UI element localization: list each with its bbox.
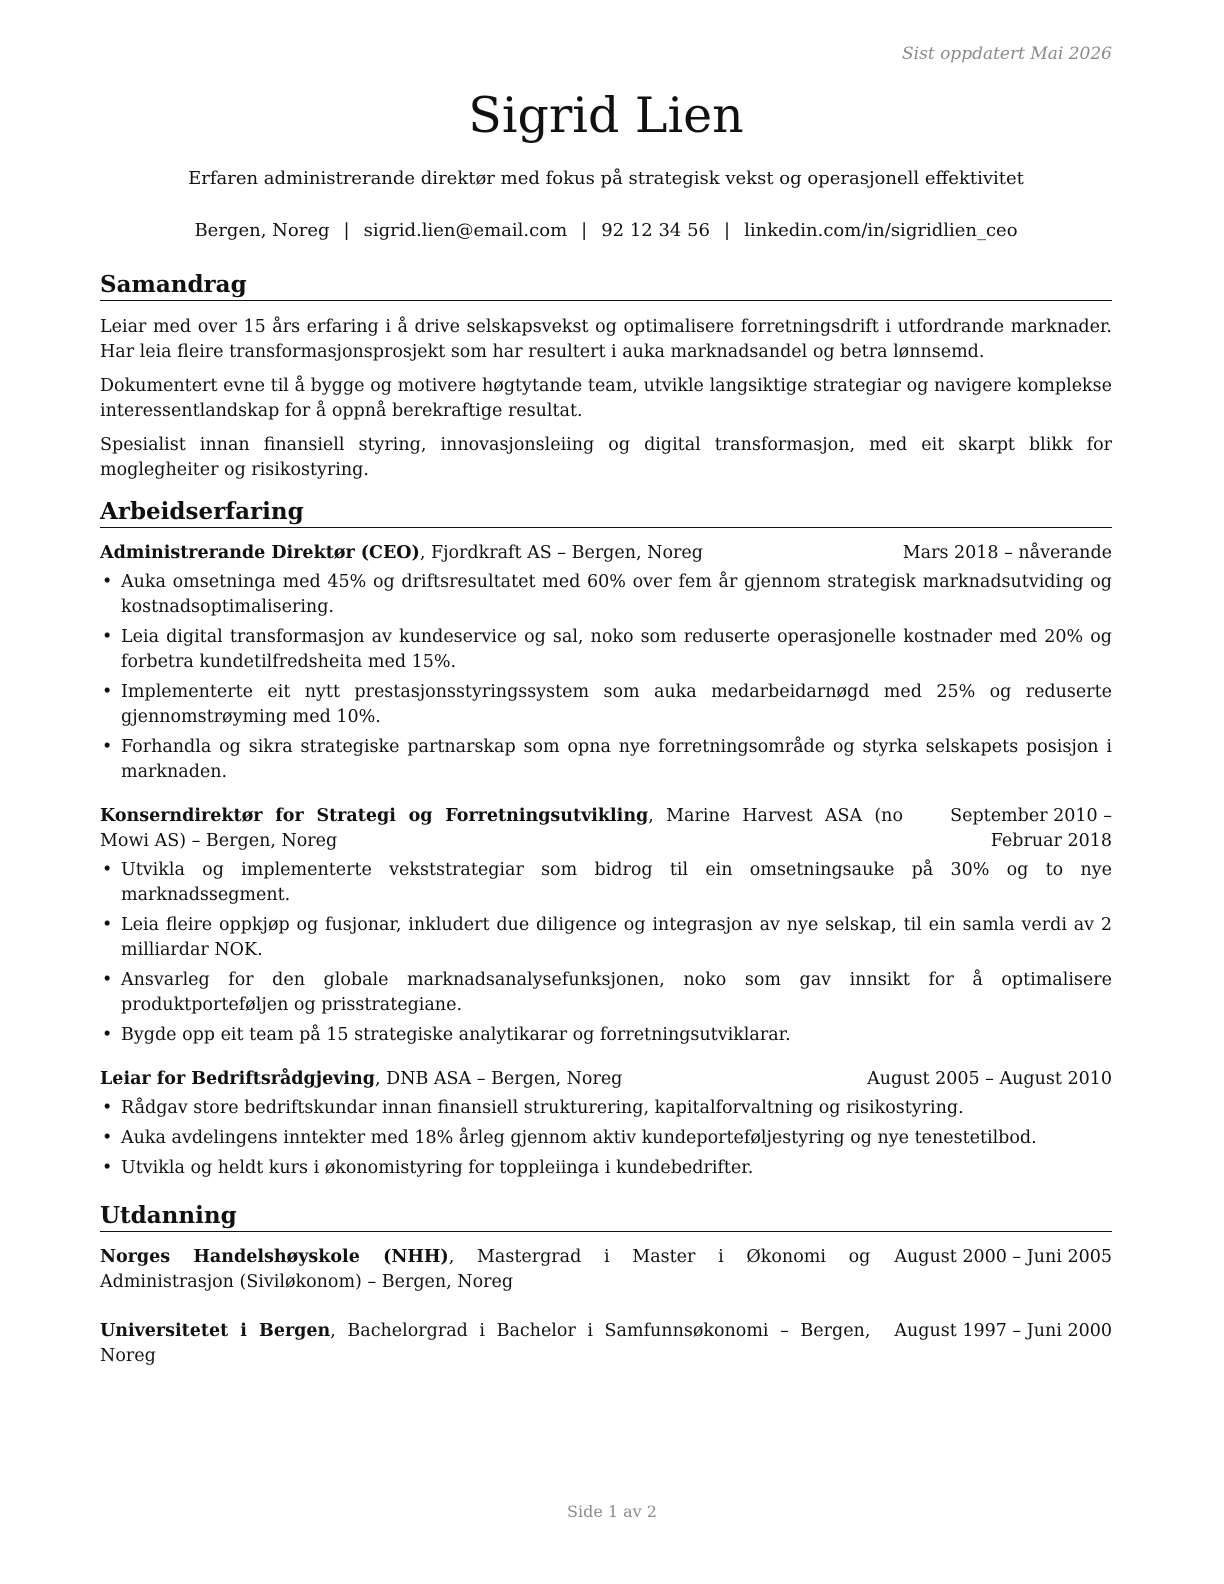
- job-org: , DNB ASA – Bergen, Noreg: [375, 1069, 623, 1089]
- bullet-dot: •: [102, 1025, 113, 1045]
- list-item: • Auka omsetninga med 45% og driftsresultatet med 60% over fem år gjennom strategisk marknadsutviding og kostnadsoptimalisering.: [102, 572, 1112, 617]
- bullet-dot: •: [102, 572, 113, 592]
- list-item: • Auka avdelingens inntekter med 18% årleg gjennom aktiv kundeporteføljestyring og nye tenestetilbod.: [100, 1126, 1112, 1151]
- bullet-dot: •: [102, 682, 113, 702]
- contact-separator: |: [581, 220, 588, 241]
- list-item: • Forhandla og sikra strategiske partnarskap som opna nye forretningsområde og styrka selskapets posisjon i marknaden.: [102, 737, 1112, 782]
- bullet-dot: •: [102, 1128, 113, 1148]
- job-role: Leiar for Bedriftsrådgjeving: [100, 1069, 376, 1089]
- school-name: Norges Handelshøyskole (NHH): [100, 1247, 449, 1267]
- job-header: [100, 1067, 1112, 1092]
- bullet-dot: •: [102, 915, 113, 935]
- list-item: • Leia digital transformasjon av kundeservice og sal, noko som reduserte operasjonelle kostnader med 20% og forbetra kundetilfredsheita med 15%.: [102, 627, 1112, 672]
- bullet-dot: •: [102, 860, 113, 880]
- job-bullets: [100, 858, 1112, 1048]
- list-item: • Leia fleire oppkjøp og fusjonar, inkludert due diligence og integrasjon av nye selskap, til ein samla verdi av 2 milliardar NOK.: [102, 915, 1112, 960]
- section-title: Arbeidserfaring: [100, 497, 1112, 528]
- summary-paragraph: Leiar med over 15 års erfaring i å drive selskapsvekst og optimalisere forretningsdrift i utfordrande marknader. Har leia fleire transformasjonsprosjekt som har resultert i auka marknadsandel og betra lønnsemd.: [100, 317, 1112, 362]
- contact-email[interactable]: sigrid.lien@email.com: [363, 220, 568, 241]
- bullet-dot: •: [102, 1158, 113, 1178]
- experience-section: [100, 497, 1112, 1186]
- contact-phone: 92 12 34 56: [601, 220, 711, 241]
- education-section: [100, 1201, 1112, 1369]
- job-org: , Fjordkraft AS – Bergen, Noreg: [419, 543, 703, 563]
- page-number: Side 1 av 2: [567, 1502, 657, 1521]
- job-bullets: [100, 1096, 1112, 1181]
- list-item: • Implementerte eit nytt prestasjonsstyringssystem som auka medarbeidarnøgd med 25% og reduserte gjennomstrøyming med 10%.: [102, 682, 1112, 727]
- job-org: , Marine Harvest ASA (no Mowi AS) – Bergen, Noreg: [100, 806, 903, 851]
- job-dates: Mars 2018 – nåverande: [902, 543, 1112, 563]
- summary-paragraph: Spesialist innan finansiell styring, innovasjonsleiing og digital transformasjon, med eit skarpt blikk for moglegheiter og risikostyring.: [100, 435, 1112, 480]
- job-entry: [100, 1067, 1112, 1181]
- degree: , Bachelorgrad i Bachelor i Samfunnsøkonomi – Bergen, Noreg: [100, 1321, 871, 1366]
- summary-paragraph: Dokumentert evne til å bygge og motivere høgtytande team, utvikle langsiktige strategiar og navigere komplekse interessentlandskap for å oppnå berekraftige resultat.: [100, 376, 1112, 421]
- contact-separator: |: [343, 220, 350, 241]
- education-entry: [100, 1245, 1112, 1295]
- job-role: Konserndirektør for Strategi og Forretningsutvikling: [100, 806, 649, 826]
- summary-section: [100, 270, 1112, 492]
- job-bullets: [100, 570, 1112, 785]
- contact-line: [100, 219, 1112, 243]
- job-dates: September 2010 – Februar 2018: [950, 806, 1112, 851]
- last-updated: Sist oppdatert Mai 2026: [902, 44, 1112, 64]
- tagline: Erfaren administrerande direktør med fokus på strategisk vekst og operasjonell effektivitet: [188, 168, 1024, 189]
- job-entry: [100, 804, 1112, 1048]
- bullet-dot: •: [102, 1098, 113, 1118]
- education-dates: August 1997 – Juni 2000: [894, 1321, 1112, 1341]
- job-entry: [100, 541, 1112, 785]
- education-dates: August 2000 – Juni 2005: [894, 1247, 1112, 1267]
- bullet-dot: •: [102, 970, 113, 990]
- section-title: Utdanning: [100, 1201, 1112, 1232]
- degree: , Mastergrad i Master i Økonomi og Administrasjon (Siviløkonom) – Bergen, Noreg: [100, 1247, 871, 1292]
- list-item: • Ansvarleg for den globale marknadsanalysefunksjonen, noko som gav innsikt for å optimalisere produktporteføljen og prisstrategiane.: [102, 970, 1112, 1015]
- contact-separator: |: [724, 220, 731, 241]
- job-role: Administrerande Direktør (CEO): [100, 543, 420, 563]
- list-item: • Utvikla og heldt kurs i økonomistyring for toppleiinga i kundebedrifter.: [100, 1156, 1112, 1181]
- section-title: Samandrag: [100, 270, 1112, 301]
- contact-linkedin[interactable]: linkedin.com/in/sigridlien_ceo: [744, 220, 1018, 241]
- school-name: Universitetet i Bergen: [100, 1321, 331, 1341]
- bullet-dot: •: [102, 627, 113, 647]
- contact-location: Bergen, Noreg: [194, 220, 330, 241]
- job-header: [100, 541, 1112, 566]
- list-item: • Rådgav store bedriftskundar innan finansiell strukturering, kapitalforvaltning og risikostyring.: [100, 1096, 1112, 1121]
- job-header: [100, 804, 1112, 854]
- list-item: • Utvikla og implementerte vekststrategiar som bidrog til ein omsetningsauke på 30% og to nye marknadssegment.: [102, 860, 1112, 905]
- list-item: • Bygde opp eit team på 15 strategiske analytikarar og forretningsutviklarar.: [100, 1023, 1112, 1048]
- candidate-name: Sigrid Lien: [468, 87, 744, 144]
- education-entry: [100, 1319, 1112, 1369]
- bullet-dot: •: [102, 737, 113, 757]
- job-dates: August 2005 – August 2010: [867, 1069, 1112, 1089]
